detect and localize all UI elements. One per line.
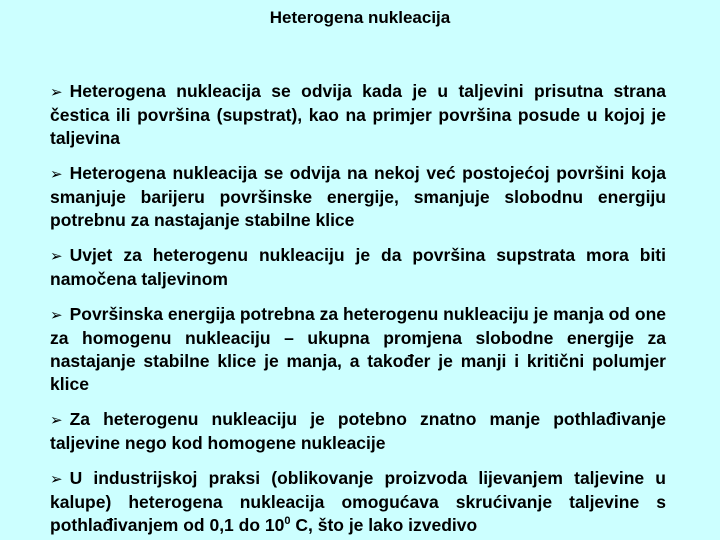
arrow-bullet-icon: ➢	[50, 411, 63, 429]
arrow-bullet-icon: ➢	[50, 470, 63, 488]
bullet-item	[50, 303, 666, 396]
bullet-text: Za heterogenu nukleaciju je potebno znatno manje pothlađivanje taljevine nego kod homogene nukleacije	[50, 409, 666, 453]
bullet-item	[50, 408, 666, 455]
bullet-text	[50, 468, 666, 535]
bullet-text: Heterogena nukleacija se odvija kada je u taljevini prisutna strana čestica ili površina (supstrat), kao na primjer površina posude u kojoj je taljevina	[50, 81, 666, 148]
degree-superscript: 0	[284, 515, 291, 528]
slide-title: Heterogena nukleacija	[269, 8, 451, 27]
bullet-text-after: C, što je lako izvedivo	[290, 515, 478, 535]
bullet-list	[50, 80, 666, 540]
bullet-text: Heterogena nukleacija se odvija na nekoj već postojećoj površini koja smanjuje barijeru površinske energije, smanjuje slobodnu energiju potrebnu za nastajanje stabilne klice	[50, 163, 666, 230]
bullet-item	[50, 244, 666, 291]
bullet-text: Površinska energija potrebna za heterogenu nukleaciju je manja od one za homogenu nukleaciju – ukupna promjena slobodne energije za nastajanje stabilne klice je manja, a također je manji i kritični polumjer klice	[50, 304, 666, 394]
bullet-text: Uvjet za heterogenu nukleaciju je da površina supstrata mora biti namočena taljevinom	[50, 245, 666, 289]
arrow-bullet-icon: ➢	[50, 306, 63, 324]
bullet-item	[50, 467, 666, 537]
bullet-item	[50, 80, 666, 150]
arrow-bullet-icon: ➢	[50, 83, 63, 101]
bullet-item	[50, 162, 666, 232]
bullet-text-before: U industrijskoj praksi (oblikovanje proizvoda lijevanjem taljevine u kalupe) heterogena nukleacija omogućava skrućivanje taljevine s pothlađivanjem od 0,1 do 10	[50, 468, 666, 535]
arrow-bullet-icon: ➢	[50, 165, 63, 183]
arrow-bullet-icon: ➢	[50, 247, 63, 265]
